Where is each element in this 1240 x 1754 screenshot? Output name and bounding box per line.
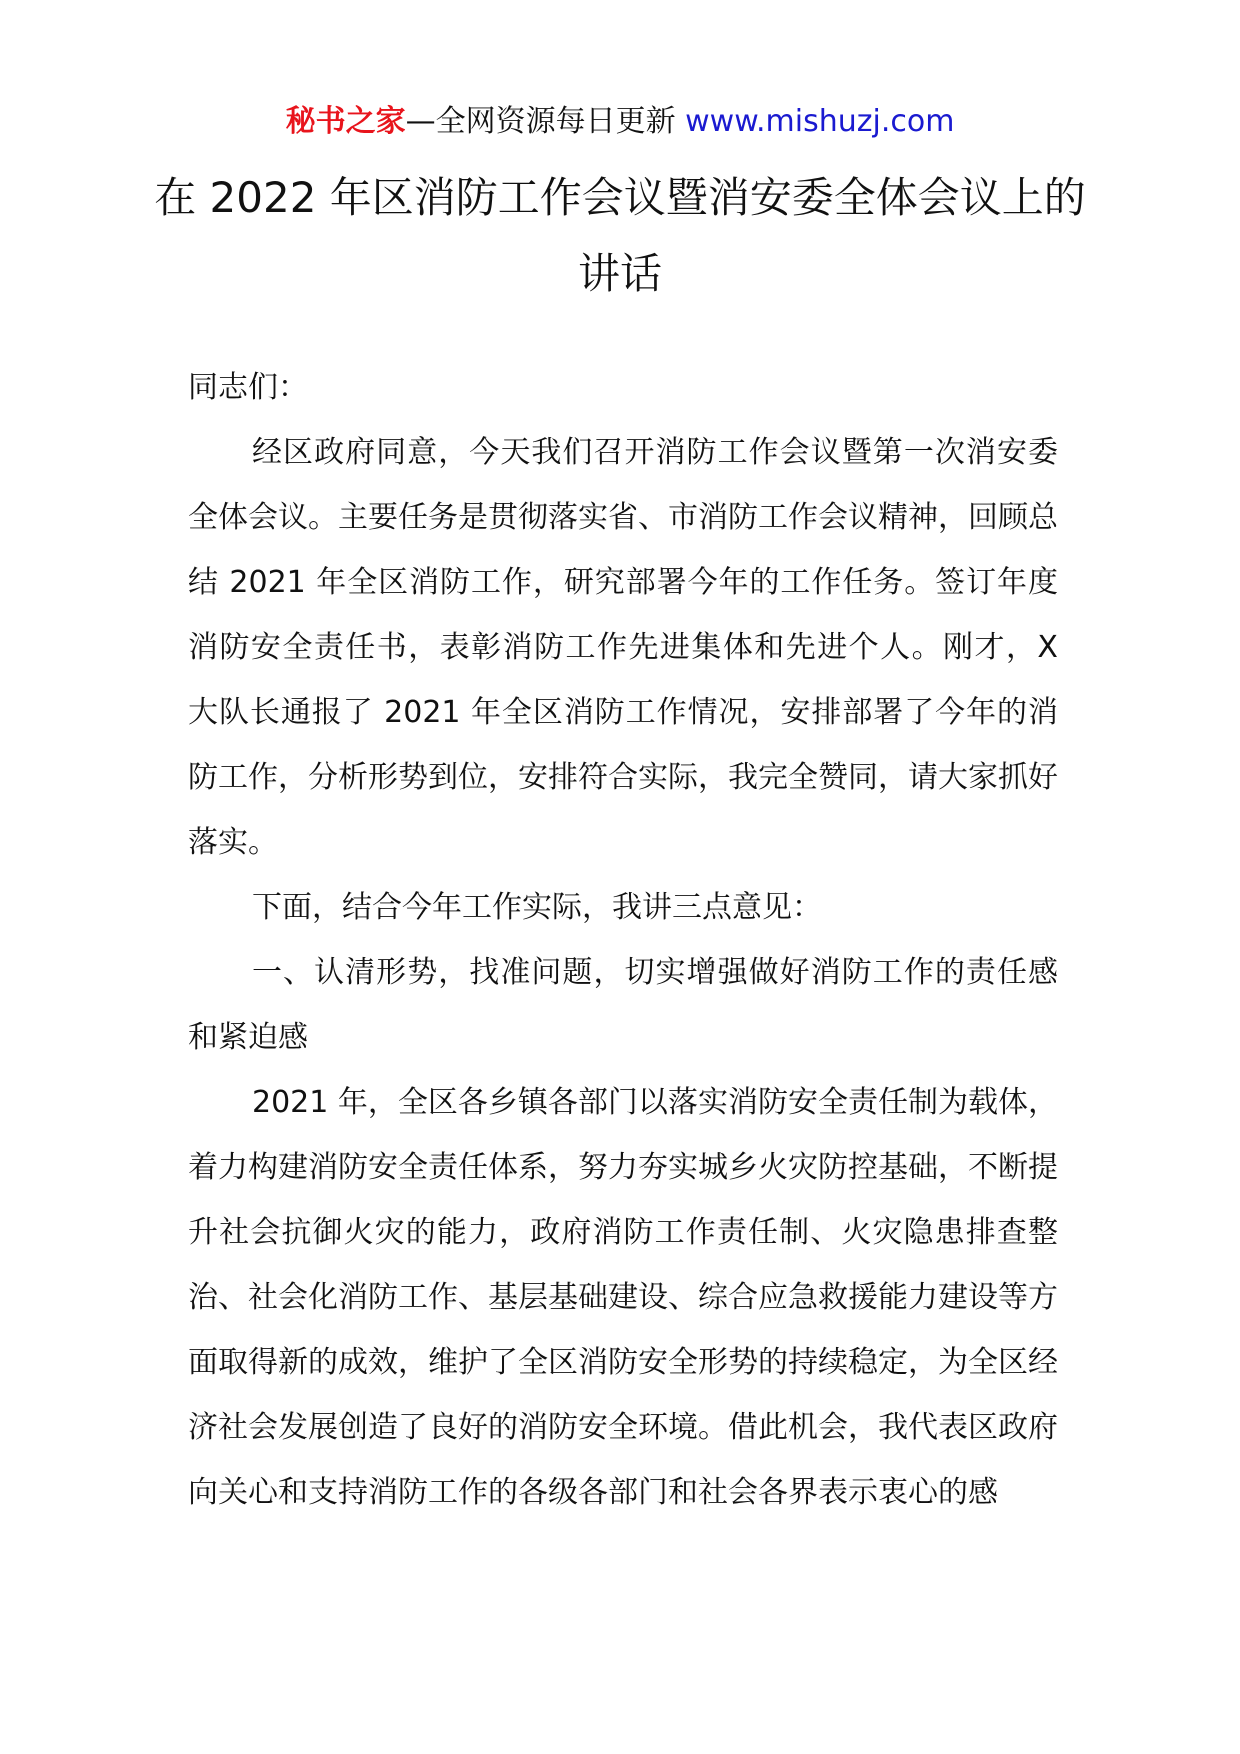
paragraph-review: 2021 年，全区各乡镇各部门以落实消防安全责任制为载体，着力构建消防安全责任体系，努力夯实城乡火灾防控基础，不断提升社会抗御火灾的能力，政府消防工作责任制、火灾隐患排查整治、社会化消防工作、基层基础建设、综合应急救援能力建设等方面取得新的成效，维护了全区消防安全形势的持续稳定，为全区经济社会发展创造了良好的消防安全环境。借此机会，我代表区政府向关心和支持消防工作的各级各部门和社会各界表示衷心的感 xyxy=(188,1085,1058,1510)
paragraph-transition: 下面，结合今年工作实际，我讲三点意见： xyxy=(252,890,822,925)
section-heading-1: 一、认清形势，找准问题，切实增强做好消防工作的责任感和紧迫感 xyxy=(188,955,1058,1055)
banner-tagline: —全网资源每日更新 xyxy=(405,104,686,139)
site-url[interactable]: www.mishuzj.com xyxy=(685,104,955,139)
document-body xyxy=(188,355,1058,1525)
salutation: 同志们： xyxy=(188,370,308,405)
brand-name: 秘书之家 xyxy=(285,104,406,139)
site-banner xyxy=(0,100,1240,144)
document-title: 在 2022 年区消防工作会议暨消安委全体会议上的讲话 xyxy=(154,173,1086,298)
paragraph-intro: 经区政府同意，今天我们召开消防工作会议暨第一次消安委全体会议。主要任务是贯彻落实省、市消防工作会议精神，回顾总结 2021 年全区消防工作，研究部署今年的工作任务。签订年度消防安全责任书，表彰消防工作先进集体和先进个人。刚才，X 大队长通报了 2021 年全区消防工作情况，安排部署了今年的消防工作，分析形势到位，安排符合实际，我完全赞同，请大家抓好落实。 xyxy=(188,435,1058,860)
